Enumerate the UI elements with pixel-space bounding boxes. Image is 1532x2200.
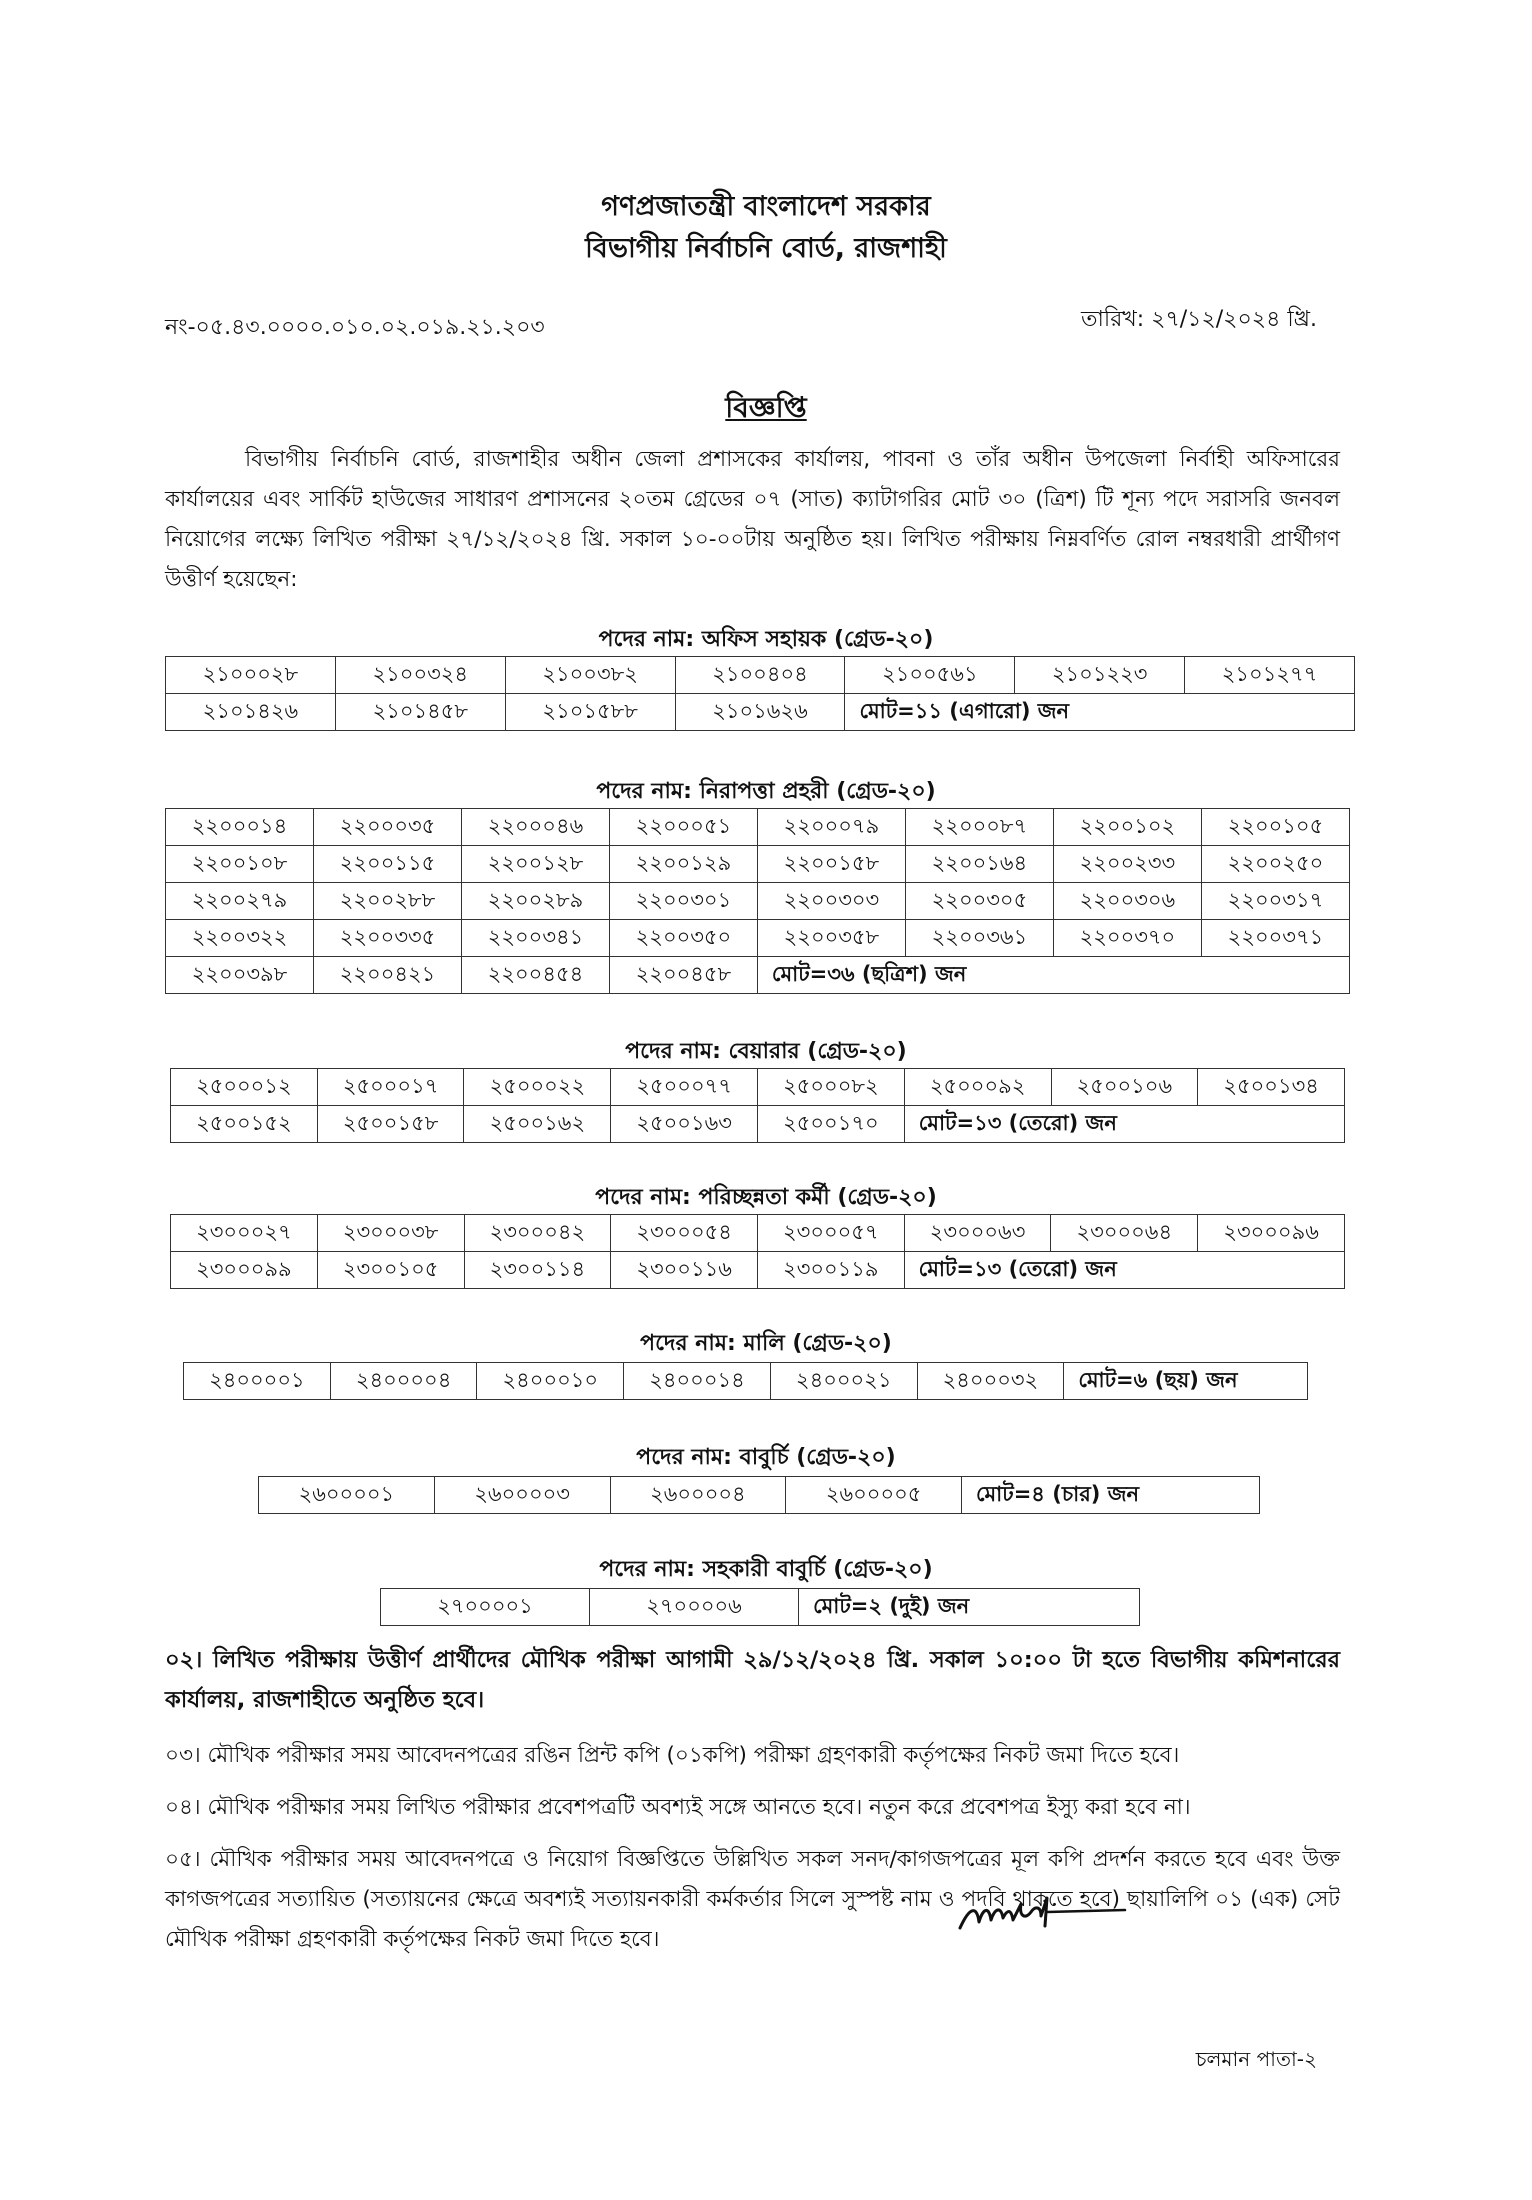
roll-cell: ২২০০৩৫০ [609, 920, 757, 957]
notice-title: বিজ্ঞপ্তি [725, 391, 807, 424]
total-cell: মোট=১৩ (তেরো) জন [904, 1106, 1344, 1143]
roll-cell: ২৫০০১৩৪ [1198, 1069, 1345, 1106]
table-row [171, 1252, 1345, 1289]
roll-cell: ২২০০৩৪১ [461, 920, 609, 957]
roll-cell: ২২০০১০৫ [1201, 809, 1349, 846]
roll-cell: ২৫০০১০৬ [1051, 1069, 1198, 1106]
roll-cell: ২২০০১৬৪ [905, 846, 1053, 883]
roll-cell: ২২০০১০২ [1053, 809, 1201, 846]
table-row [166, 957, 1350, 994]
roll-cell: ২৩০০০৯৯ [171, 1252, 318, 1289]
roll-table-cleaner [170, 1214, 1345, 1289]
roll-table-gardener [183, 1362, 1308, 1400]
roll-cell: ২২০০৪৫৪ [461, 957, 609, 994]
signature [955, 1886, 1135, 1950]
total-cell: মোট=১৩ (তেরো) জন [904, 1252, 1344, 1289]
roll-cell: ২২০০৩৭১ [1201, 920, 1349, 957]
table-row [171, 1215, 1345, 1252]
roll-cell: ২৩০০০৫৪ [611, 1215, 758, 1252]
roll-cell: ২৫০০১৫২ [171, 1106, 318, 1143]
roll-cell: ২৪০০০০৪ [330, 1363, 477, 1400]
roll-cell: ২৪০০০০১ [184, 1363, 331, 1400]
roll-cell: ২৭০০০০৬ [590, 1589, 799, 1626]
table-row [166, 846, 1350, 883]
paragraph-02: ০২। লিখিত পরীক্ষায় উত্তীর্ণ প্রার্থীদের মৌখিক পরীক্ষা আগামী ২৯/১২/২০২৪ খ্রি. সকাল ১০:০০ টা হতে বিভাগীয় কমিশনারের কার্যালয়, রাজশাহীতে অনুষ্ঠিত হবে। [165, 1647, 1340, 1713]
table-row [171, 1106, 1345, 1143]
roll-table-security-guard [165, 808, 1350, 994]
roll-cell: ২১০০৫৬১ [845, 657, 1015, 694]
roll-cell: ২২০০২৭৯ [166, 883, 314, 920]
roll-cell: ২৫০০১৬২ [464, 1106, 611, 1143]
header-govt: গণপ্রজাতন্ত্রী বাংলাদেশ সরকার [601, 191, 931, 222]
roll-cell: ২২০০২৮৯ [461, 883, 609, 920]
roll-cell: ২৩০০১০৫ [317, 1252, 464, 1289]
roll-cell: ২৫০০০১২ [171, 1069, 318, 1106]
section-title-bearer: পদের নাম: বেয়ারার (গ্রেড-২০) [625, 1039, 907, 1064]
roll-cell: ২২০০৪৫৮ [609, 957, 757, 994]
roll-cell: ২২০০৩৫৮ [757, 920, 905, 957]
paragraph-03: ০৩। মৌখিক পরীক্ষার সময় আবেদনপত্রের রঙিন প্রিন্ট কপি (০১কপি) পরীক্ষা গ্রহণকারী কর্তৃপক্ষের নিকট জমা দিতে হবে। [165, 1743, 1180, 1768]
roll-cell: ২৫০০১৫৮ [317, 1106, 464, 1143]
table-row [166, 657, 1355, 694]
roll-cell: ২২০০৩৭০ [1053, 920, 1201, 957]
total-cell: মোট=৪ (চার) জন [961, 1477, 1259, 1514]
roll-cell: ২২০০৩০৩ [757, 883, 905, 920]
roll-cell: ২২০০১২৯ [609, 846, 757, 883]
table-row [259, 1477, 1260, 1514]
roll-cell: ২৫০০০৯২ [904, 1069, 1051, 1106]
roll-cell: ২৫০০০৮২ [758, 1069, 905, 1106]
roll-cell: ২৫০০১৬৩ [611, 1106, 758, 1143]
roll-cell: ২২০০১০৮ [166, 846, 314, 883]
roll-cell: ২৬০০০০৪ [610, 1477, 786, 1514]
roll-cell: ২২০০২৫০ [1201, 846, 1349, 883]
roll-cell: ২৩০০০২৭ [171, 1215, 318, 1252]
roll-cell: ২৪০০০১০ [477, 1363, 624, 1400]
roll-cell: ২৫০০০২২ [464, 1069, 611, 1106]
roll-cell: ২৩০০১১৬ [611, 1252, 758, 1289]
roll-cell: ২৩০০০৯৬ [1198, 1215, 1345, 1252]
table-row [166, 920, 1350, 957]
roll-cell: ২৫০০০১৭ [317, 1069, 464, 1106]
roll-cell: ২৩০০০৬৪ [1051, 1215, 1198, 1252]
intro-paragraph: বিভাগীয় নির্বাচনি বোর্ড, রাজশাহীর অধীন জেলা প্রশাসকের কার্যালয়, পাবনা ও তাঁর অধীন উপজেলা নির্বাহী অফিসারের কার্যালয়ের এবং সার্কিট হাউজের সাধারণ প্রশাসনের ২০তম গ্রেডের ০৭ (সাত) ক্যাটাগরির মোট ৩০ (ত্রিশ) টি শূন্য পদে সরাসরি জনবল নিয়োগের লক্ষ্যে লিখিত পরীক্ষা ২৭/১২/২০২৪ খ্রি. সকাল ১০-০০টায় অনুষ্ঠিত হয়। লিখিত পরীক্ষায় নিম্নবর্ণিত রোল নম্বরধারী প্রার্থীগণ উত্তীর্ণ হয়েছেন: [165, 447, 1340, 592]
roll-cell: ২৫০০১৭০ [758, 1106, 905, 1143]
roll-cell: ২৬০০০০৩ [434, 1477, 610, 1514]
header-board: বিভাগীয় নির্বাচনি বোর্ড, রাজশাহী [585, 233, 947, 264]
roll-cell: ২২০০৩০১ [609, 883, 757, 920]
roll-cell: ২৬০০০০১ [259, 1477, 435, 1514]
roll-cell: ২১০০৩৮২ [505, 657, 675, 694]
roll-cell: ২৪০০০৩২ [917, 1363, 1064, 1400]
section-title-cook: পদের নাম: বাবুর্চি (গ্রেড-২০) [636, 1445, 896, 1470]
roll-cell: ২২০০১৫৮ [757, 846, 905, 883]
roll-cell: ২২০০০৩৫ [314, 809, 462, 846]
roll-table-cook [258, 1476, 1260, 1514]
roll-cell: ২২০০০৪৬ [461, 809, 609, 846]
total-cell: মোট=৬ (ছয়) জন [1064, 1363, 1308, 1400]
roll-cell: ২২০০০৭৯ [757, 809, 905, 846]
roll-cell: ২৩০০০৪২ [464, 1215, 611, 1252]
roll-cell: ২৩০০০৫৭ [757, 1215, 904, 1252]
roll-cell: ২১০১২৭৭ [1185, 657, 1355, 694]
roll-cell: ২১০১৪২৬ [166, 694, 336, 731]
section-title-office-assistant: পদের নাম: অফিস সহায়ক (গ্রেড-২০) [598, 627, 934, 652]
roll-cell: ২২০০১১৫ [314, 846, 462, 883]
memo-date: তারিখ: ২৭/১২/২০২৪ খ্রি. [1081, 307, 1317, 332]
paragraph-05: ০৫। মৌখিক পরীক্ষার সময় আবেদনপত্রে ও নিয়োগ বিজ্ঞপ্তিতে উল্লিখিত সকল সনদ/কাগজপত্রের মূল কপি প্রদর্শন করতে হবে এবং উক্ত কাগজপত্রের সত্যায়িত (সত্যায়নের ক্ষেত্রে অবশ্যই সত্যায়নকারী কর্মকর্তার সিলে সুস্পষ্ট নাম ও পদবি থাকতে হবে) ছায়ালিপি ০১ (এক) সেট মৌখিক পরীক্ষা গ্রহণকারী কর্তৃপক্ষের নিকট জমা দিতে হবে। [165, 1847, 1340, 1952]
table-row [166, 883, 1350, 920]
roll-cell: ২১০০৪০৪ [675, 657, 845, 694]
roll-cell: ২১০১৬২৬ [675, 694, 845, 731]
roll-table-bearer [170, 1068, 1345, 1143]
roll-cell: ২১০১৫৮৮ [505, 694, 675, 731]
roll-cell: ২৫০০০৭৭ [611, 1069, 758, 1106]
roll-cell: ২২০০২৮৮ [314, 883, 462, 920]
roll-cell: ২২০০৩১৭ [1201, 883, 1349, 920]
section-title-security-guard: পদের নাম: নিরাপত্তা প্রহরী (গ্রেড-২০) [596, 779, 936, 804]
roll-cell: ২২০০২৩৩ [1053, 846, 1201, 883]
table-row [381, 1589, 1140, 1626]
roll-cell: ২২০০৪২১ [314, 957, 462, 994]
roll-cell: ২৪০০০২১ [770, 1363, 917, 1400]
roll-cell: ২২০০৩৩৫ [314, 920, 462, 957]
roll-cell: ২২০০৩২২ [166, 920, 314, 957]
roll-cell: ২১০০৩২৪ [335, 657, 505, 694]
roll-cell: ২১০১২২৩ [1015, 657, 1185, 694]
roll-cell: ২২০০৩০৬ [1053, 883, 1201, 920]
roll-cell: ২১০১৪৫৮ [335, 694, 505, 731]
section-title-assistant-cook: পদের নাম: সহকারী বাবুর্চি (গ্রেড-২০) [599, 1557, 933, 1582]
roll-cell: ২২০০০৫১ [609, 809, 757, 846]
roll-cell: ২৩০০০৩৮ [317, 1215, 464, 1252]
table-row [166, 809, 1350, 846]
total-cell: মোট=৩৬ (ছত্রিশ) জন [757, 957, 1349, 994]
roll-cell: ২৩০০১১৪ [464, 1252, 611, 1289]
roll-cell: ২৪০০০১৪ [624, 1363, 771, 1400]
roll-table-office-assistant [165, 656, 1355, 731]
roll-cell: ২২০০৩৬১ [905, 920, 1053, 957]
table-row [184, 1363, 1308, 1400]
roll-cell: ২২০০০৮৭ [905, 809, 1053, 846]
roll-cell: ২৭০০০০১ [381, 1589, 590, 1626]
roll-cell: ২২০০০১৪ [166, 809, 314, 846]
section-title-gardener: পদের নাম: মালি (গ্রেড-২০) [640, 1331, 892, 1356]
total-cell: মোট=১১ (এগারো) জন [845, 694, 1355, 731]
roll-cell: ২৬০০০০৫ [786, 1477, 962, 1514]
section-title-cleaner: পদের নাম: পরিচ্ছন্নতা কর্মী (গ্রেড-২০) [595, 1185, 937, 1210]
roll-cell: ২৩০০১১৯ [757, 1252, 904, 1289]
roll-cell: ২৩০০০৬৩ [904, 1215, 1051, 1252]
memo-number: নং-০৫.৪৩.০০০০.০১০.০২.০১৯.২১.২০৩ [165, 315, 545, 340]
roll-table-assistant-cook [380, 1588, 1140, 1626]
roll-cell: ২২০০৩৯৮ [166, 957, 314, 994]
roll-cell: ২২০০১২৮ [461, 846, 609, 883]
paragraph-04: ০৪। মৌখিক পরীক্ষার সময় লিখিত পরীক্ষার প্রবেশপত্রটি অবশ্যই সঙ্গে আনতে হবে। নতুন করে প্রবেশপত্র ইস্যু করা হবে না। [165, 1795, 1191, 1820]
roll-cell: ২১০০০২৮ [166, 657, 336, 694]
total-cell: মোট=২ (দুই) জন [799, 1589, 1140, 1626]
roll-cell: ২২০০৩০৫ [905, 883, 1053, 920]
continue-page-label: চলমান পাতা-২ [1195, 2047, 1317, 2071]
table-row [171, 1069, 1345, 1106]
table-row [166, 694, 1355, 731]
